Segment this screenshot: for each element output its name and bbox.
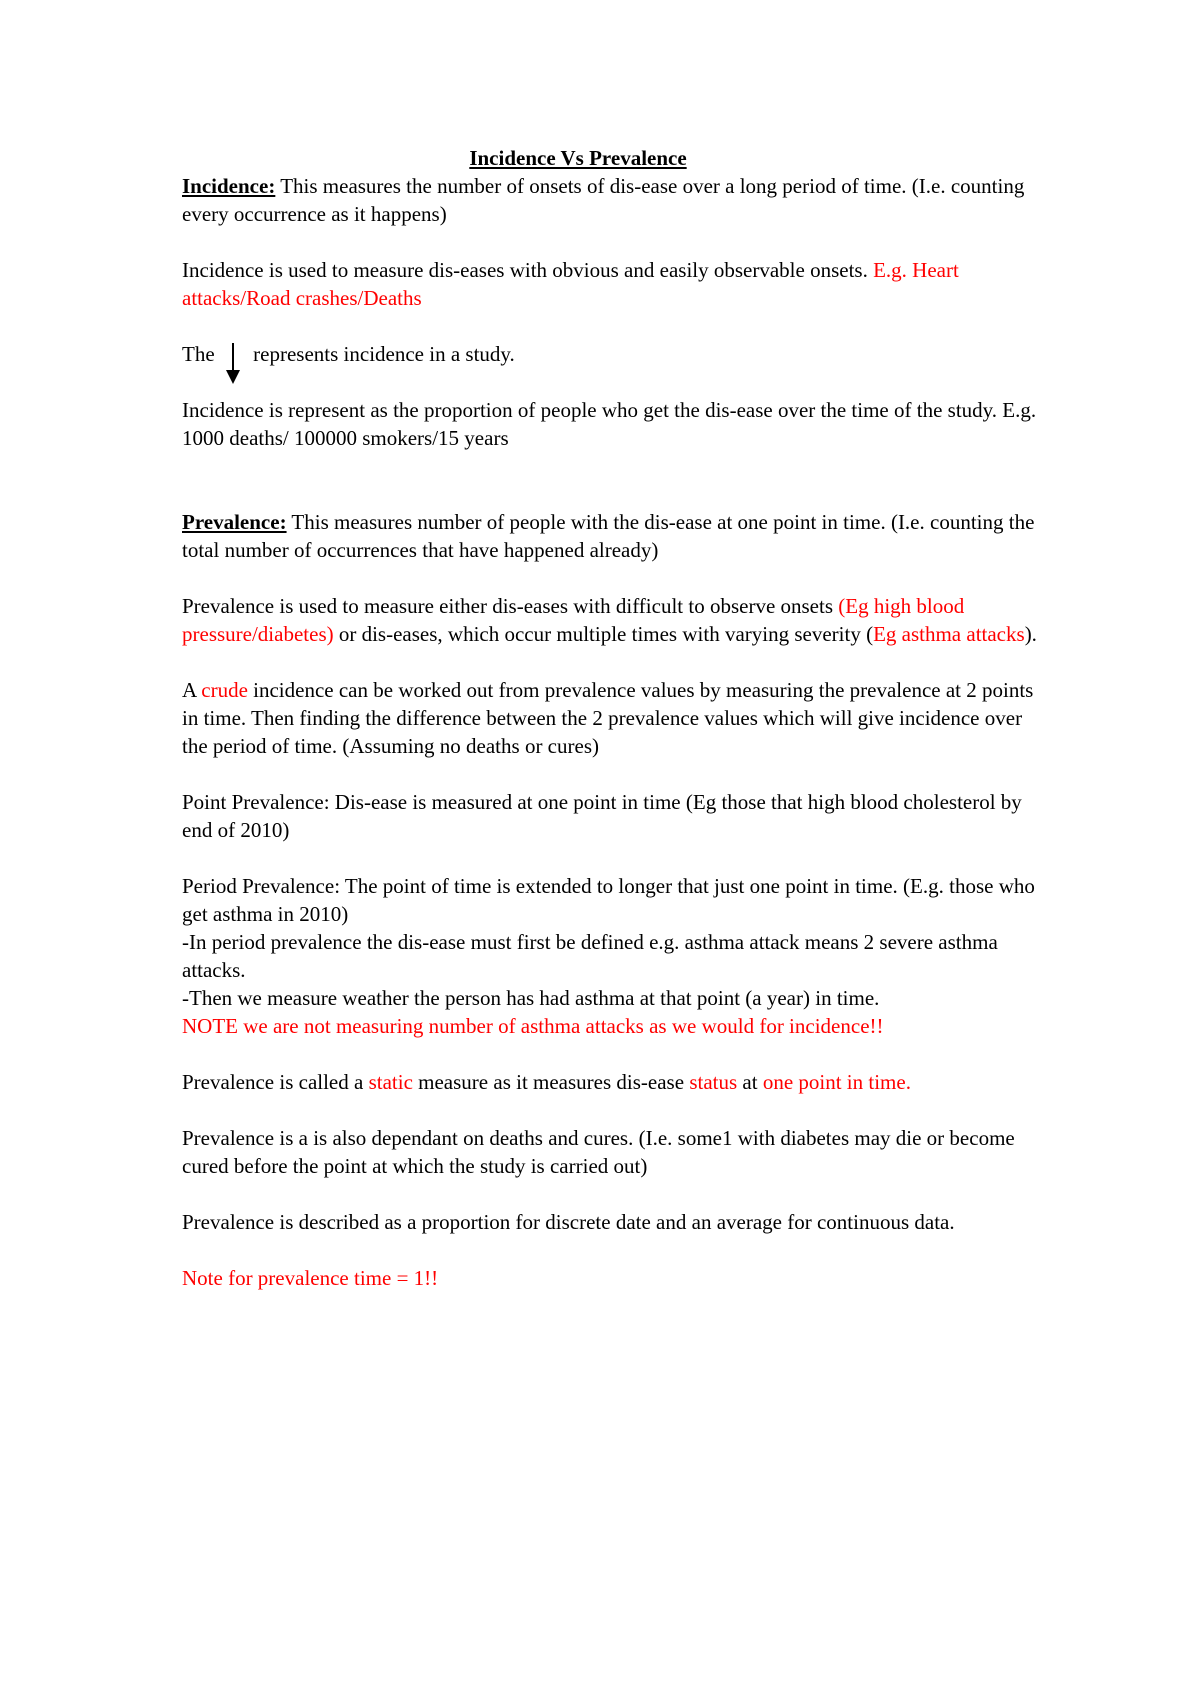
prevalence-time-note: Note for prevalence time = 1!! xyxy=(182,1266,439,1290)
incidence-heading: Incidence: xyxy=(182,174,276,198)
incidence-usage-example: E.g. Heart attacks/Road crashes/Deaths xyxy=(182,258,959,310)
static-text-3: at xyxy=(737,1070,763,1094)
prevalence-usage-example-1: (Eg high blood pressure/diabetes) xyxy=(182,594,965,646)
static-word: static xyxy=(368,1070,413,1094)
deaths-and-cures: Prevalence is a is also dependant on deaths and cures. (I.e. some1 with diabetes may die or become cured before the point at which the study is carried out) xyxy=(182,1126,1015,1178)
point-prevalence: Point Prevalence: Dis-ease is measured at one point in time (Eg those that high blood cholesterol by end of 2010) xyxy=(182,790,1022,842)
prevalence-usage-text-3: ). xyxy=(1024,622,1037,646)
arrow-line-after: represents incidence in a study. xyxy=(247,342,515,366)
incidence-definition xyxy=(182,172,1042,228)
crude-word: crude xyxy=(201,678,248,702)
prevalence-heading: Prevalence: xyxy=(182,510,287,534)
arrow-line-before: The xyxy=(182,342,220,366)
crude-text-2: incidence can be worked out from prevalence values by measuring the prevalence at 2 points in time. Then finding the difference between the 2 prevalence values which will give incidence over the period of time. (Assuming no deaths or cures) xyxy=(182,678,1034,758)
page-title: Incidence Vs Prevalence xyxy=(469,146,687,170)
described-as: Prevalence is described as a proportion for discrete date and an average for continuous data. xyxy=(182,1210,955,1234)
prevalence-def-text: This measures number of people with the dis-ease at one point in time. (I.e. counting the total number of occurrences that have happened already) xyxy=(182,510,1035,562)
down-arrow-icon xyxy=(222,340,244,368)
static-measure xyxy=(182,1068,1042,1096)
incidence-usage xyxy=(182,256,1042,312)
document-page xyxy=(182,144,1042,1320)
static-text-2: measure as it measures dis-ease xyxy=(412,1070,690,1094)
period-prevalence xyxy=(182,872,1042,1040)
static-text-1: Prevalence is called a xyxy=(182,1070,369,1094)
incidence-usage-text: Incidence is used to measure dis-eases with obvious and easily observable onsets. xyxy=(182,258,874,282)
period-text-2: -In period prevalence the dis-ease must first be defined e.g. asthma attack means 2 severe asthma attacks. xyxy=(182,930,998,982)
period-note: NOTE we are not measuring number of asthma attacks as we would for incidence!! xyxy=(182,1014,884,1038)
crude-text-1: A xyxy=(182,678,202,702)
incidence-proportion: Incidence is represent as the proportion of people who get the dis-ease over the time of the study. E.g. 1000 deaths/ 100000 smokers/15 years xyxy=(182,398,1037,450)
prevalence-usage-text-1: Prevalence is used to measure either dis-eases with difficult to observe onsets xyxy=(182,594,839,618)
incidence-arrow-line xyxy=(182,340,1042,368)
crude-incidence xyxy=(182,676,1042,760)
prevalence-usage-text-2: or dis-eases, which occur multiple times with varying severity ( xyxy=(333,622,874,646)
prevalence-usage-example-2: Eg asthma attacks xyxy=(873,622,1025,646)
one-point-in-time: one point in time. xyxy=(762,1070,911,1094)
period-text-1: Period Prevalence: The point of time is extended to longer that just one point in time. (E.g. those who get asthma in 2010) xyxy=(182,874,1035,926)
status-word: status xyxy=(689,1070,738,1094)
prevalence-definition xyxy=(182,508,1042,564)
prevalence-usage xyxy=(182,592,1042,648)
incidence-def-text: This measures the number of onsets of dis-ease over a long period of time. (I.e. counting every occurrence as it happens) xyxy=(182,174,1025,226)
period-text-3: -Then we measure weather the person has had asthma at that point (a year) in time. xyxy=(182,986,880,1010)
